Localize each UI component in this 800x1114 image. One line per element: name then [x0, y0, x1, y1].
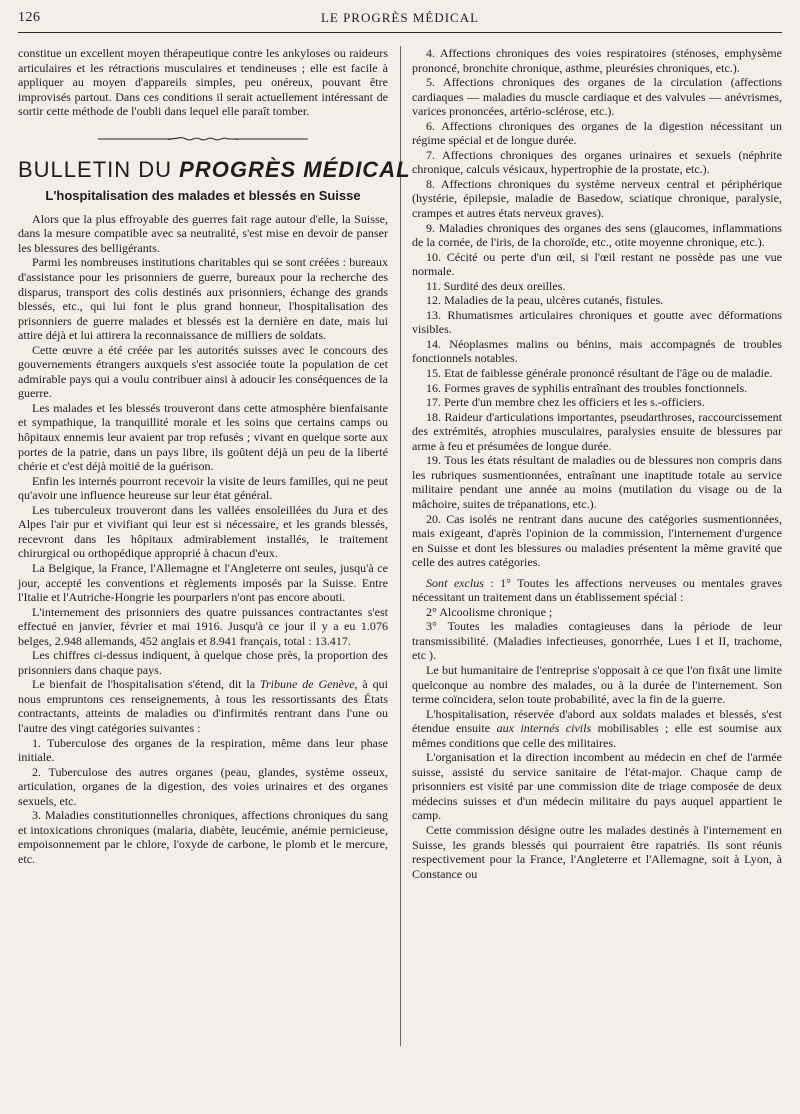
category-item: 16. Formes graves de syphilis entraînant des troubles fonctionnels.: [426, 380, 748, 395]
page-header: [18, 10, 782, 30]
text-run: , à qui nous empruntons ces renseignements, à tous les ressortissants des États contractants, atteints de maladies ou d'infirmités rentrant dans l'une ou l'autre des vingt catégories suivantes :: [18, 677, 388, 735]
paragraph: Alors que la plus effroyable des guerres fait rage autour d'elle, la Suisse, dans la mesure compatible avec sa neutralité, s'est mise en devoir de panser les blessures des belligérants.: [18, 211, 388, 255]
text-run: Le bienfait de l'hospitalisation s'étend, dit la: [32, 677, 260, 692]
paragraph-tribune: [18, 677, 388, 735]
category-item: 3. Maladies constitutionnelles chroniques, affections chroniques du sang et intoxications chroniques (malaria, diabète, leucémie, anémie pernicieuse, empoisonnement par le chlore, l'oxyde de carbone, le plomb et le mercure, etc.: [18, 808, 388, 866]
column-divider: [400, 46, 401, 1046]
excluded-paragraph: [412, 576, 782, 605]
category-item: 17. Perte d'un membre chez les officiers et les s.-officiers.: [426, 395, 705, 410]
running-title: LE PROGRÈS MÉDICAL: [320, 10, 480, 25]
paragraph: Parmi les nombreuses institutions charitables qui se sont créées : bureaux d'assistance pour les prisonniers de guerre, bureaux pour la recherche des disparus, transport des colis destinés aux prisonniers, échange des grands blessés, etc., qui lui font le plus grand honneur, l'hospitalisation des prisonniers de guerre malades et blessés est la dernière en date, mais lui attire déjà et lui attirera la reconnaissance de milliers de soldats.: [18, 255, 388, 343]
paragraph: Le but humanitaire de l'entreprise s'opposait à ce que l'on fixât une limite quelconque au nombre des malades, ou à la durée de l'internement. Son terme coïncidera, selon toute probabilité, avec la fin de la guerre.: [412, 662, 782, 707]
right-column: [412, 46, 782, 881]
internes-civils: aux internés civils: [496, 721, 592, 736]
category-item: 19. Tous les états résultant de maladies ou de blessures non compris dans les rubriques susmentionnées, entraînant une inaptitude totale au service militaire pendant une année au moins (mutilation du visage ou de la mâchoire, suites de trépanations, etc.).: [412, 453, 782, 511]
category-item: 4. Affections chroniques des voies respiratoires (sténoses, emphysème prononcé, bronchite chronique, asthme, pleurésies chroniques, etc.).: [412, 46, 782, 75]
category-item: 14. Néoplasmes malins ou bénins, mais accompagnés de troubles fonctionnels notables.: [412, 336, 782, 366]
category-item: 9. Maladies chroniques des organes des sens (glaucomes, inflammations de la cornée, de l'iris, de la choroïde, etc., otite moyenne chronique, etc.).: [412, 220, 782, 250]
paragraph-hospitalisation: [412, 707, 782, 751]
paragraph: Les malades et les blessés trouveront dans cette atmosphère bienfaisante et sympathique, la tranquillité morale et les soins que certains camps ou hôpitaux ennemis leur avaient par trop refusés ; vivant en quelque sorte aux portes de la patrie, dans un pays libre, ils goûtent déjà un peu de la liberté chérie et c'est déjà moitié de la guérison.: [18, 400, 388, 474]
category-item: 13. Rhumatismes articulaires chroniques et goutte avec déformations visibles.: [412, 307, 782, 337]
article-title: L'hospitalisation des malades et blessés en Suisse: [45, 188, 361, 204]
category-item: 6. Affections chroniques des organes de la digestion nécessitant un régime spécial et de longue durée.: [412, 118, 782, 148]
category-item: 7. Affections chroniques des organes urinaires et sexuels (néphrite chronique, calculs vésicaux, hypertrophie de la prostate, etc.).: [412, 147, 782, 177]
category-item: 2. Tuberculose des autres organes (peau, glandes, système osseux, articulation, organes de la digestion, des voies urinaires et des organes sexuels, etc.: [18, 764, 388, 808]
category-item: 15. Etat de faiblesse générale prononcé résultant de l'âge ou de maladie.: [426, 366, 773, 381]
bulletin-title-emph: PROGRÈS MÉDICAL: [179, 156, 411, 182]
page-number: 126: [18, 10, 41, 25]
ornament-rule-icon: [98, 133, 308, 145]
excluded-item: 2° Alcoolisme chronique ;: [426, 604, 553, 619]
paragraph: Cette commission désigne outre les malades destinés à l'internement en Suisse, les grands blessés qui pourraient être rapatriés. Ils sont réunis respectivement pour la France, l'Angleterre et l'Allemagne, soit à Lyon, à Constance ou: [412, 822, 782, 881]
text-run: : 1° Toutes les affections nerveuses ou mentales graves nécessitant un traitement dans un établissement spécial :: [412, 575, 783, 605]
tribune-de-geneve: Tribune de Genève: [259, 677, 355, 692]
bulletin-title: [18, 156, 411, 182]
paragraph: La Belgique, la France, l'Allemagne et l'Angleterre ont seules, jusqu'à ce jour, accepté les conventions et règlements imposés par la Suisse. Entre l'Italie et l'Autriche-Hongrie les pourparlers n'ont pas encore abouti.: [18, 560, 388, 605]
excluded-item: 3° Toutes les maladies contagieuses dans la période de leur transmissibilité. (Maladies infectieuses, gonorrhée, Lues I et II, trachome, etc ).: [412, 619, 782, 663]
paragraph: L'organisation et la direction incombent au médecin en chef de l'armée suisse, assisté du service sanitaire de l'état-major. Chaque camp de prisonniers est visité par une commission dite de triage composée de deux médecins suisses et d'un médecin militaire du pays auquel appartient le camp.: [412, 750, 782, 823]
paragraph: Enfin les internés pourront recevoir la visite de leurs familles, qui ne peut qu'avoir une influence heureuse sur leur état général.: [18, 473, 388, 503]
category-item: 11. Surdité des deux oreilles.: [426, 278, 566, 293]
paragraph: Les tuberculeux trouveront dans les vallées ensoleillées du Jura et des Alpes l'air pur et vivifiant qui leur est si nécessaire, et les grands blessés, recevront dans les hôpitaux admirablement installés, le traitement chirurgical ou orthopédique approprié à chacun d'eux.: [18, 502, 388, 561]
text-run: mobilisables ; elle est soumise aux mêmes conditions que celle des militaires.: [412, 721, 782, 750]
header-rule: [18, 32, 782, 33]
category-item: 8. Affections chroniques du système nerveux central et périphérique (hystérie, épilepsie, maladie de Basedow, sciatique chronique, paralysie, crampes et autres états nerveux graves).: [412, 176, 782, 221]
paragraph: Cette œuvre a été créée par les autorités suisses avec le concours des gouvernements étrangers auxquels s'est associée toute la population de cet admirable pays qui a voulu contribuer ainsi à adoucir les conséquences de la guerre.: [18, 342, 388, 401]
category-item: 1. Tuberculose des organes de la respiration, même dans leur phase initiale.: [18, 735, 388, 765]
paragraph: Les chiffres ci-dessus indiquent, à quelque chose près, la proportion des prisonniers dans chaque pays.: [18, 648, 388, 677]
bulletin-title-prefix: BULLETIN DU: [18, 156, 173, 182]
intro-paragraph: constitue un excellent moyen thérapeutique contre les ankyloses ou raideurs articulaires et les rétractions musculaires et tendineuses ; elle est facile à appliquer au moyen d'appareils simples, peu onéreux, pouvant être improvisés partout. Dans ces conditions il serait actuellement intéressant de sortir cette méthode de l'oubli dans lequel elle paraît tomber.: [18, 46, 388, 119]
text-run: L'hospitalisation, réservée d'abord aux soldats malades et blessés, s'est étendue ensuite: [412, 706, 782, 736]
category-item: 18. Raideur d'articulations importantes, pseudarthroses, raccourcissement des extrémités, atrophies musculaires, paralysies ensuite de blessures par arme à feu et présumées de longue durée.: [412, 409, 782, 453]
category-item: 10. Cécité ou perte d'un œil, si l'œil restant ne possède pas une vue normale.: [412, 249, 782, 279]
left-column: [18, 46, 411, 866]
category-item: 12. Maladies de la peau, ulcères cutanés, fistules.: [426, 293, 664, 308]
category-item: 20. Cas isolés ne rentrant dans aucune des catégories susmentionnées, mais exigeant, d'après l'opinion de la commission, l'internement d'urgence en Suisse et dont les blessures ou maladies présentent la même gravité que celle des autres catégories.: [412, 511, 782, 570]
category-item: 5. Affections chroniques des organes de la circulation (affections cardiaques — maladies du muscle cardiaque et des valvules — anévrismes, varices prononcées, artério-sclérose, etc.).: [412, 75, 782, 119]
excluded-label: Sont exclus: [426, 575, 484, 590]
section-ornament: [18, 133, 388, 153]
paragraph: L'internement des prisonniers des quatre puissances contractantes s'est effectué en janvier, février et mai 1916. Jusqu'à ce jour il y a eu 1.076 belges, 2.948 allemands, 452 anglais et 8.941 français, total : 13.417.: [18, 604, 388, 648]
